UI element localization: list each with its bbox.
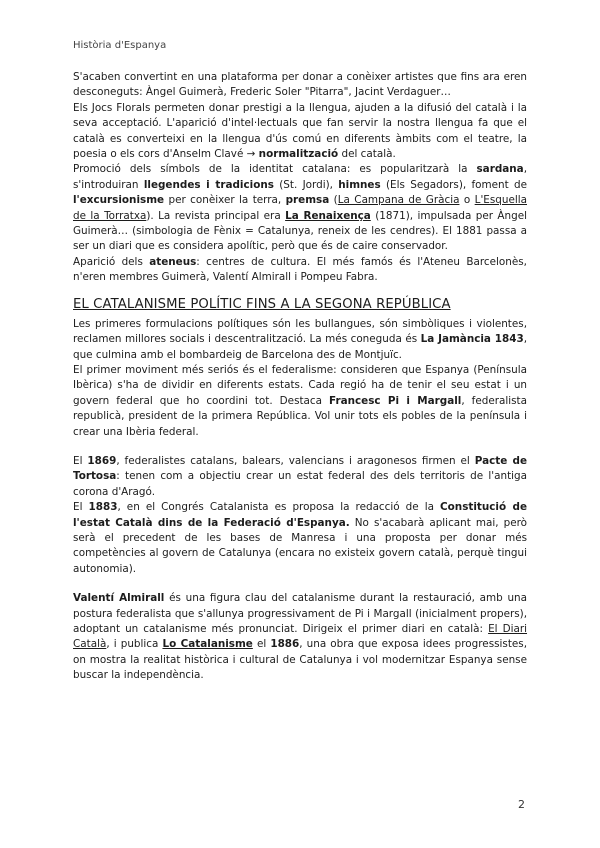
paragraph-jocs-florals-artists: S'acaben convertint en una plataforma per donar a conèixer artistes que fins ara eren desconeguts: Àngel Guimerà, Frederic Soler "Pitarra", Jacint Verdaguer… [73,71,527,99]
paragraph-normalitzacio: Els Jocs Florals permeten donar prestigi a la llengua, ajuden a la difusió del català i la seva acceptació. L'aparició d'intel·lectuals que fan servir la nostra llengua fa que el català es converteixi en la llengua d'ús comú en diferents àmbits com el teatre, la poesia o els cors d'Anselm Clavé → normalització del català. [73,101,527,161]
document-body [73,70,527,684]
paragraph-federalisme: El primer moviment més seriós és el federalisme: consideren que Espanya (Península Ibèrica) s'ha de dividir en diferents estats. Cada regió ha de tenir el seu estat i un govern federal que ho coordini tot. Destaca Francesc Pi i Margall, federalista republicà, president de la primera República. Vol unir tots els pobles de la península i crear una Ibèria federal. [73,363,527,438]
paragraph-gap [73,577,527,591]
paragraph-ateneus: Aparició dels ateneus: centres de cultura. El més famós és l'Ateneu Barcelonès, n'eren membres Guimerà, Valentí Almirall i Pompeu Fabra. [73,255,527,284]
paragraph-valenti-almirall: Valentí Almirall és una figura clau del catalanisme durant la restauració, amb una postura federalista que s'allunya progressivament de Pi i Margall (inicialment propers), adoptant un catalanisme més pronunciat. Dirigeix el primer diari en català: El Diari Català, i publica Lo Catalanisme el 1886, una obra que exposa idees progressistes, on mostra la realitat històrica i cultural de Catalunya i vol modernitzar Espanya sense buscar la independència. [73,592,528,682]
section-heading: EL CATALANISME POLÍTIC FINS A LA SEGONA REPÚBLICA [73,296,451,312]
paragraph-pacte-tortosa: El 1869, federalistes catalans, balears, valencians i aragonesos firmen el Pacte de Tortosa: tenen com a objectiu crear un estat federal des dels territoris de l'antiga corona d'Aragó. [73,454,527,498]
page-header: Història d'Espanya [73,40,167,51]
page-number: 2 [518,798,525,811]
paragraph-gap [73,440,527,454]
paragraph-congres-catalanista: El 1883, en el Congrés Catalanista es proposa la redacció de la Constitució de l'estat Català dins de la Federació d'Espanya. No s'acabarà aplicant mai, però serà el precedent de les bases de Manresa i una proposta per donar més competències al govern de Catalunya (encara no existeix govern català, perquè tingui autonomia). [73,501,528,575]
paragraph-simbols-identitat: Promoció dels símbols de la identitat catalana: es popularitzarà la sardana, s'introduiran llegendes i tradicions (St. Jordi), himnes (Els Segadors), foment de l'excursionisme per conèixer la terra, premsa (La Campana de Gràcia o L'Esquella de la Torratxa). La revista principal era La Renaixença (1871), impulsada per Àngel Guimerà… (simbologia de Fènix = Catalunya, reneix de les cendres). El 1881 passa a ser un diari que es considera apolític, però que és de caire conservador. [73,163,527,253]
paragraph-bullangues: Les primeres formulacions polítiques són les bullangues, són simbòliques i violentes, reclamen millores socials i descentralització. La més coneguda és La Jamància 1843, que culmina amb el bombardeig de Barcelona des de Montjuïc. [73,317,527,361]
